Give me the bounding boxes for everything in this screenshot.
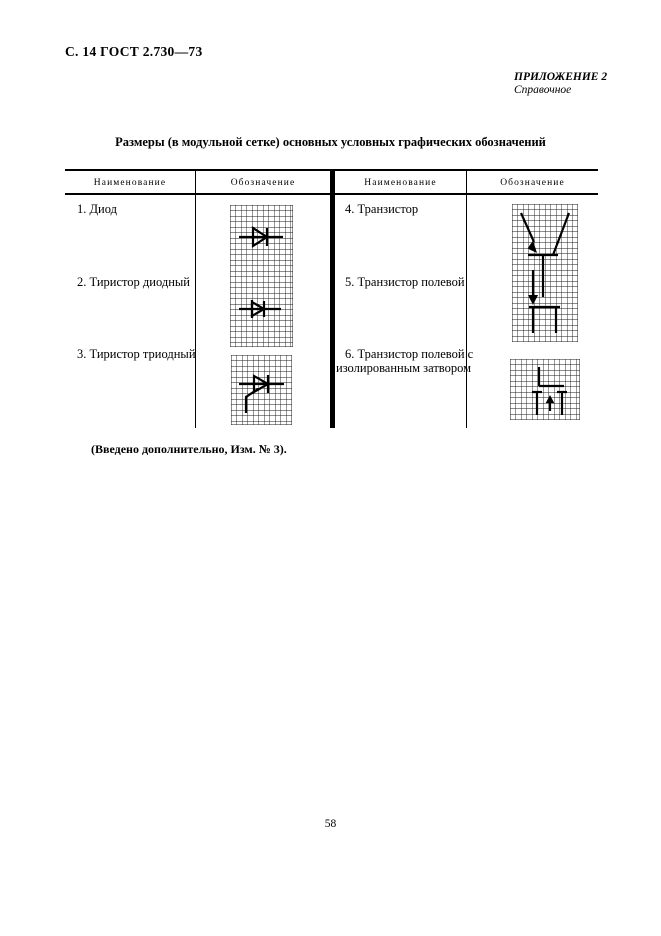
amendment-footnote: (Введено дополнительно, Изм. № 3).: [91, 442, 287, 456]
item-label-transistor: 4. Транзистор: [345, 202, 419, 216]
item-label-fet: 5. Транзистор полевой: [345, 275, 465, 289]
appendix-block: [514, 71, 607, 96]
appendix-title: ПРИЛОЖЕНИЕ 2: [514, 71, 608, 83]
symbols-table: [65, 169, 598, 428]
insulated-gate-fet-grid-symbol: [510, 359, 580, 420]
table-divider-center-thick: [330, 169, 335, 428]
column-header-name-right: Наименование: [364, 178, 437, 188]
table-divider-right: [466, 169, 467, 428]
column-header-symbol-left: Обозначение: [230, 178, 296, 188]
table-title: Размеры (в модульной сетке) основных условных графических обозначений: [115, 135, 546, 149]
table-divider-left: [195, 169, 196, 428]
page-number: 58: [324, 818, 337, 830]
transistor-and-fet-grid-symbol: [512, 204, 578, 342]
diode-and-diode-thyristor-grid-symbol: [230, 205, 293, 347]
item-label-triode-thyristor: 3. Тиристор триодный: [77, 347, 196, 361]
item-label-diode: 1. Диод: [77, 202, 117, 216]
triode-thyristor-grid-symbol: [231, 355, 292, 425]
item-label-igfet-line1: 6. Транзистор полевой с: [345, 347, 474, 361]
page-header-doc-number: С. 14 ГОСТ 2.730—73: [65, 44, 203, 59]
column-header-name-left: Наименование: [93, 178, 167, 188]
column-header-symbol-right: Обозначение: [500, 178, 565, 188]
item-label-igfet: [336, 347, 474, 375]
item-label-diode-thyristor: 2. Тиристор диодный: [77, 275, 191, 289]
appendix-subtitle: Справочное: [514, 83, 572, 96]
item-label-igfet-line2: изолированным затвором: [336, 361, 472, 375]
